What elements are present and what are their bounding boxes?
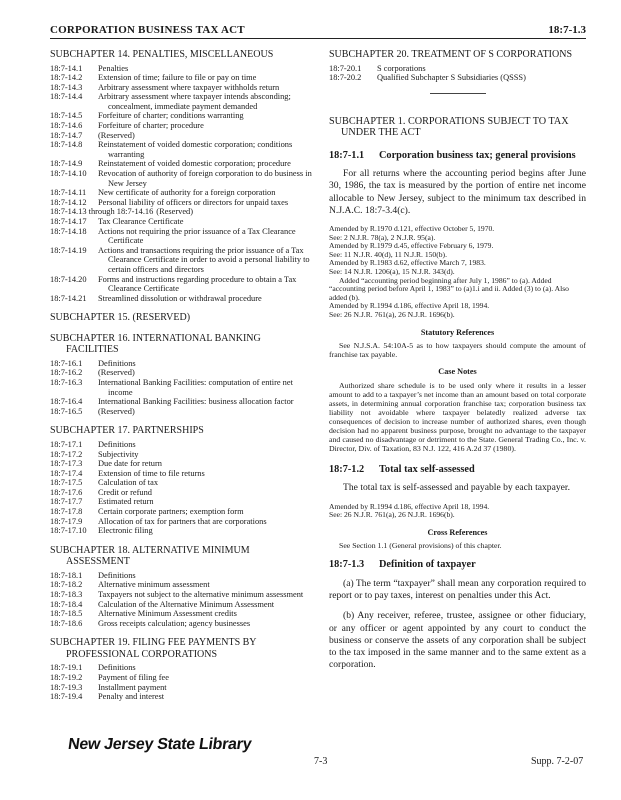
toc-section-title: S corporations (377, 63, 426, 73)
toc-section-number: 18:7-20.2 (329, 73, 362, 83)
toc-section-title: (Reserved) (156, 207, 194, 217)
subchapter-14-toc (50, 64, 316, 304)
toc-section-number: 18:7-17.6 (50, 487, 83, 497)
toc-section-title: Gross receipts calculation; agency businesses (98, 618, 251, 628)
toc-section-title: Definitions (98, 439, 136, 449)
toc-section-number: 18:7-19.4 (50, 692, 83, 702)
toc-section-title: Extension of time to file returns (98, 468, 205, 478)
toc-entry (329, 73, 586, 83)
toc-entry (50, 217, 316, 227)
toc-entry (50, 619, 316, 629)
toc-section-number: 18:7-17.4 (50, 468, 83, 478)
toc-section-number: 18:7-18.5 (50, 609, 83, 619)
toc-section-number: 18:7-16.3 (50, 378, 83, 388)
toc-section-number: 18:7-17.3 (50, 459, 83, 469)
toc-section-title: Subjectivity (98, 449, 139, 459)
subchapter-15-heading: SUBCHAPTER 15. (RESERVED) (50, 312, 191, 324)
toc-section-number: 18:7-18.1 (50, 570, 83, 580)
section-heading-1-1: 18:7-1.1 Corporation business tax; general provisions (329, 149, 576, 161)
subchapter-18-toc (50, 571, 316, 629)
toc-section-number: 18:7-17.1 (50, 439, 83, 449)
section-1-2-body: The total tax is self-assessed and payable by each taxpayer. (343, 482, 570, 494)
toc-section-title: Reinstatement of voided domestic corporation; procedure (98, 159, 291, 169)
section-1-1-body: For all returns where the accounting period begins after June 30, 1986, the tax is measured by the portion of entire net income allocable to New Jersey, subject to the minimum tax described in N.J.A.C. 18:7-3.4(c). (329, 168, 586, 216)
case-notes-heading: Case Notes (438, 367, 477, 377)
toc-section-number: 18:7-14.1 (50, 63, 83, 73)
toc-section-title: Forfeiture of charter; conditions warranting (98, 111, 244, 121)
toc-section-number: 18:7-14.10 (50, 169, 87, 179)
toc-entry (50, 227, 316, 246)
toc-section-number: 18:7-18.4 (50, 599, 83, 609)
subchapter-17-toc (50, 440, 316, 536)
toc-section-title: Arbitrary assessment where taxpayer intends absconding; concealment, immediate payment demanded (98, 92, 291, 111)
subchapter-16-heading: SUBCHAPTER 16. INTERNATIONAL BANKING FACILITIES (50, 332, 261, 356)
toc-entry (50, 131, 316, 141)
toc-section-title: Alternative Minimum Assessment credits (98, 609, 237, 619)
toc-entry (50, 609, 316, 619)
toc-section-number: 18:7-16.2 (50, 368, 83, 378)
subchapter-14-heading: SUBCHAPTER 14. PENALTIES, MISCELLANEOUS (50, 49, 274, 60)
toc-section-number: 18:7-19.1 (50, 663, 83, 673)
toc-section-number: 18:7-18.2 (50, 580, 83, 590)
toc-section-title: Definitions (98, 570, 136, 580)
subchapter-19-toc (50, 663, 316, 701)
toc-section-title: Allocation of tax for partners that are corporations (98, 516, 267, 526)
toc-entry (50, 571, 316, 581)
toc-entry (50, 600, 316, 610)
toc-section-title: Certain corporate partners; exemption form (98, 507, 244, 517)
toc-section-title: Payment of filing fee (98, 673, 169, 682)
toc-entry (50, 64, 316, 74)
cross-references-text: See Section 1.1 (General provisions) of this chapter. (339, 541, 502, 551)
toc-section-number: 18:7-14.12 (50, 197, 87, 207)
toc-section-title: International Banking Facilities: business allocation factor (98, 397, 294, 407)
toc-section-number: 18:7-14.19 (50, 245, 87, 255)
toc-entry (50, 673, 316, 683)
section-1-3-para-a: (a) The term “taxpayer” shall mean any corporation required to report or to pay taxes, interest on penalties under this Act. (329, 577, 586, 602)
subchapter-17-heading: SUBCHAPTER 17. PARTNERSHIPS (50, 425, 204, 437)
toc-entry (50, 450, 316, 460)
toc-section-title: (Reserved) (98, 368, 135, 378)
toc-section-title: Personal liability of officers or directors for unpaid taxes (98, 197, 289, 207)
toc-entry (50, 111, 316, 121)
toc-section-title: Due date for return (98, 459, 162, 469)
toc-entry (50, 459, 316, 469)
toc-section-title: Penalty and interest (98, 692, 165, 702)
toc-entry (329, 64, 586, 74)
toc-entry (50, 159, 316, 169)
toc-section-title: Calculation of tax (98, 478, 159, 488)
toc-entry (50, 83, 316, 93)
toc-section-title: Taxpayers not subject to the alternative minimum assessment (98, 590, 304, 600)
toc-entry (50, 440, 316, 450)
toc-section-title: International Banking Facilities: computation of entire net income (98, 378, 293, 397)
subchapter-1-heading: SUBCHAPTER 1. CORPORATIONS SUBJECT TO TAX UNDER THE ACT (329, 115, 569, 139)
subchapter-19-heading: SUBCHAPTER 19. FILING FEE PAYMENTS BY PROFESSIONAL CORPORATIONS (50, 637, 257, 660)
toc-section-title: Definitions (98, 358, 136, 368)
toc-entry (50, 207, 316, 217)
toc-section-title: Actions not requiring the prior issuance of a Tax Clearance Certificate (98, 226, 296, 246)
toc-entry (50, 275, 316, 294)
toc-section-number: 18:7-16.5 (50, 406, 83, 416)
toc-section-number: 18:7-17.2 (50, 449, 83, 459)
toc-section-title: Extension of time; failure to file or pay on time (98, 73, 257, 83)
section-divider (430, 93, 486, 94)
toc-section-number: 18:7-14.2 (50, 73, 83, 83)
toc-section-number: 18:7-17.10 (50, 526, 87, 536)
toc-section-title: Calculation of the Alternative Minimum Assessment (98, 599, 275, 609)
toc-section-number: 18:7-14.8 (50, 140, 83, 150)
toc-section-title: Actions and transactions requiring the prior issuance of a Tax Clearance Certificate in order to avoid a personal liability to certain officers and directors (98, 245, 310, 274)
toc-section-title: Definitions (98, 663, 136, 673)
toc-section-title: Arbitrary assessment where taxpayer withholds return (98, 82, 280, 92)
subchapter-20-toc (329, 64, 586, 83)
toc-section-number: 18:7-14.9 (50, 159, 83, 169)
toc-section-number: 18:7-17.9 (50, 516, 83, 526)
toc-entry (50, 188, 316, 198)
toc-section-title: Qualified Subchapter S Subsidiaries (QSSS) (377, 73, 526, 83)
toc-entry (50, 580, 316, 590)
toc-entry (50, 497, 316, 507)
toc-section-title: Electronic filing (98, 526, 153, 536)
toc-entry (50, 683, 316, 693)
toc-entry (50, 121, 316, 131)
toc-entry (50, 526, 316, 536)
toc-section-title: Estimated return (98, 497, 154, 507)
toc-entry (50, 73, 316, 83)
subchapter-16-toc (50, 359, 316, 417)
toc-entry (50, 478, 316, 488)
toc-entry (50, 246, 316, 275)
toc-section-number: 18:7-17.7 (50, 497, 83, 507)
statutory-references-heading: Statutory References (420, 327, 495, 337)
toc-section-title: Credit or refund (98, 487, 152, 497)
left-column (50, 49, 316, 711)
toc-section-title: Alternative minimum assessment (98, 580, 210, 590)
library-stamp: New Jersey State Library (66, 736, 253, 753)
toc-entry (50, 169, 316, 188)
toc-section-title: New certificate of authority for a foreign corporation (98, 188, 276, 198)
toc-section-number: 18:7-14.6 (50, 121, 83, 131)
toc-entry (50, 140, 316, 159)
toc-entry (50, 92, 316, 111)
toc-section-title: Revocation of authority of foreign corporation to do business in New Jersey (98, 169, 312, 188)
toc-section-title: Forms and instructions regarding procedure to obtain a Tax Clearance Certificate (98, 274, 297, 294)
subchapter-18-heading: SUBCHAPTER 18. ALTERNATIVE MINIMUM ASSESSMENT (50, 544, 250, 568)
toc-section-number: 18:7-14.17 (50, 217, 87, 226)
cross-references-heading: Cross References (427, 527, 488, 537)
toc-entry (50, 507, 316, 517)
toc-section-number: 18:7-14.5 (50, 111, 83, 121)
section-1-2-history: Amended by R.1994 d.186, effective April 18, 1994. See: 26 N.J.R. 761(a), 26 N.J.R. 1696(b). (329, 501, 490, 520)
header-title: CORPORATION BUSINESS TAX ACT (50, 24, 245, 36)
toc-section-number: 18:7-17.5 (50, 478, 83, 488)
toc-section-title: (Reserved) (98, 130, 135, 140)
statutory-references-text: See N.J.S.A. 54:10A-5 as to how taxpayers should compute the amount of franchise tax payable. (329, 341, 586, 360)
page-number: 7-3 (314, 756, 328, 767)
toc-section-number: 18:7-14.13 through 18:7-14.16 (50, 207, 154, 217)
toc-entry (50, 517, 316, 527)
toc-section-number: 18:7-18.3 (50, 590, 83, 600)
toc-section-number: 18:7-14.21 (50, 293, 87, 303)
right-column (329, 49, 586, 679)
toc-section-title: Penalties (98, 63, 129, 73)
subchapter-20-heading: SUBCHAPTER 20. TREATMENT OF S CORPORATIONS (329, 49, 573, 60)
toc-section-title: Reinstatement of voided domestic corporation; conditions warranting (98, 140, 293, 159)
header-section-range: 18:7-1.3 (548, 24, 586, 36)
toc-section-number: 18:7-14.20 (50, 274, 87, 284)
toc-section-title: (Reserved) (98, 406, 135, 416)
toc-entry (50, 590, 316, 600)
toc-section-number: 18:7-14.7 (50, 130, 83, 140)
toc-section-number: 18:7-18.6 (50, 618, 83, 628)
toc-section-title: Streamlined dissolution or withdrawal procedure (98, 293, 262, 303)
toc-section-number: 18:7-14.18 (50, 226, 87, 236)
supplement-date: Supp. 7-2-07 (531, 756, 584, 767)
section-1-3-para-b: (b) Any receiver, referee, trustee, assignee or other fiduciary, or any officer or agent appointed by any court to conduct the business or conserve the assets of any corporation shall be subject to the tax imposed in the same manner and to the same extent as a corporation. (329, 610, 586, 671)
toc-entry (50, 198, 316, 208)
case-notes-text: Authorized share schedule is to be used only where it results in a lesser amount to add to a taxpayer’s net income than an amount based on total corporate assets, in determining annual corporation franchise tax; corporation business tax liability not avoidable where taxpayer belatedly realized adverse tax consequences of decision to increase number of authorized shares, even though decision had no apparent business purpose, brought no advantage to the taxpayer and caused no disadvantage or detriment to the State. General Trading Co., Inc. v. Director, Div. of Taxation, 83 N.J. 122, 416 A.2d 37 (1980). (329, 380, 586, 453)
toc-section-number: 18:7-16.4 (50, 397, 83, 407)
toc-section-number: 18:7-19.2 (50, 673, 83, 682)
toc-section-title: Forfeiture of charter; procedure (98, 121, 204, 131)
toc-section-number: 18:7-17.8 (50, 507, 83, 517)
toc-entry (50, 368, 316, 378)
section-1-1-history: Amended by R.1970 d.121, effective October 5, 1970. See: 2 N.J.R. 78(a), 2 N.J.R. 95(a). Amended by R.1979 d.45, effective February 6, 1979. See: 11 N.J.R. 40(d), 11 N.J.R. 150(b). Amended by R.1983 d.62, effective March 7, 1983. See: 14 N.J.R. 1206(a), 15 N.J.R. 343(d). Added “accounting period beginning after July 1, 1986” to (a). Added “accounting period before April 1, 1983” to (a)1.i and ii. Added (3) to (a). Also added (b). Amended by R.1994 d.186, effective April 18, 1994. See: 26 N.J.R. 761(a), 26 N.J.R. 1696(b). (329, 224, 569, 320)
section-heading-1-2: 18:7-1.2 Total tax self-assessed (329, 463, 475, 475)
toc-section-number: 18:7-16.1 (50, 358, 83, 368)
toc-section-number: 18:7-14.11 (50, 188, 87, 198)
toc-entry (50, 378, 316, 397)
section-heading-1-3: 18:7-1.3 Definition of taxpayer (329, 559, 476, 571)
toc-section-number: 18:7-20.1 (329, 63, 362, 73)
running-header (50, 24, 586, 39)
toc-section-number: 18:7-14.3 (50, 82, 83, 92)
toc-entry (50, 407, 316, 417)
toc-entry (50, 469, 316, 479)
toc-entry (50, 359, 316, 369)
toc-entry (50, 663, 316, 673)
toc-section-number: 18:7-14.4 (50, 92, 83, 102)
toc-entry (50, 397, 316, 407)
toc-entry (50, 692, 316, 702)
toc-section-number: 18:7-19.3 (50, 682, 83, 692)
toc-entry (50, 488, 316, 498)
toc-section-title: Tax Clearance Certificate (98, 217, 184, 226)
toc-entry (50, 294, 316, 304)
toc-section-title: Installment payment (98, 682, 167, 692)
